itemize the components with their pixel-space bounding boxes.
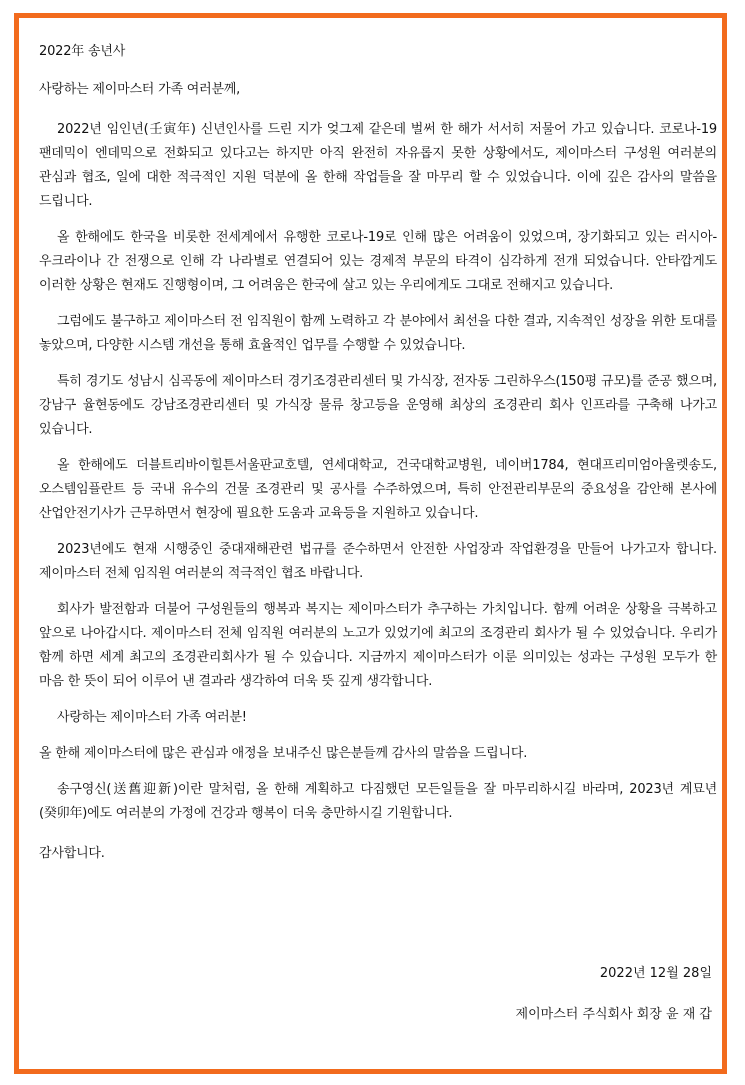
paragraph-pandemic-war: 올 한해에도 한국을 비롯한 전세계에서 유행한 코로나-19로 인해 많은 어려움이 있었으며, 장기화되고 있는 러시아-우크라이나 간 전쟁으로 인해 각 나라별로 연결되어 있는 경제적 부문의 타격이 심각하게 전개 되었습니다. 안타깝게도 이러한 상황은 현재도 진행형이며, 그 어려움은 한국에 살고 있는 우리에게도 그대로 전해지고 있습니다. — [39, 230, 717, 293]
letter-signature: 제이마스터 주식회사 회장 윤 재 갑 — [515, 1007, 712, 1022]
paragraph-safety: 2023년에도 현재 시행중인 중대재해관련 법규를 준수하면서 안전한 사업장과 작업환경을 만들어 나가고자 합니다. 제이마스터 전체 임직원 여러분의 적극적인 협조 바랍니다. — [39, 542, 717, 581]
paragraph-growth: 그럼에도 불구하고 제이마스터 전 임직원이 함께 노력하고 각 분야에서 최선을 다한 결과, 지속적인 성장을 위한 토대를 놓았으며, 다양한 시스템 개선을 통해 효율적인 업무를 수행할 수 있었습니다. — [39, 314, 717, 353]
paragraph-dear-family: 사랑하는 제이마스터 가족 여러분! — [57, 710, 247, 725]
paragraph-new-year: 2022년 임인년(壬寅年) 신년인사를 드린 지가 엊그제 같은데 벌써 한 해가 서서히 저물어 가고 있습니다. 코로나-19 팬데믹이 엔데믹으로 전화되고 있다고는 하지만 아직 완전히 자유롭지 못한 상황에서도, 제이마스터 구성원 여러분의 관심과 협조, 일에 대한 적극적인 지원 덕분에 올 한해 작업들을 잘 마무리 할 수 있었습니다. 이에 깊은 감사의 말씀을 드립니다. — [39, 122, 717, 209]
paragraph-facilities: 특히 경기도 성남시 심곡동에 제이마스터 경기조경관리센터 및 가식장, 전자동 그린하우스(150평 규모)를 준공 했으며, 강남구 율현동에도 강남조경관리센터 및 가식장 물류 창고등을 운영해 최상의 조경관리 회사 인프라를 구축해 나가고 있습니다. — [39, 374, 717, 437]
paragraph-wishes: 송구영신(送舊迎新)이란 말처럼, 올 한해 계획하고 다짐했던 모든일들을 잘 마무리하시길 바라며, 2023년 계묘년(癸卯年)에도 여러분의 가정에 건강과 행복이 더욱 충만하시길 기원합니다. — [39, 782, 717, 821]
letter-closing: 감사합니다. — [39, 846, 105, 861]
letter-page — [14, 13, 727, 1074]
letter-body — [39, 40, 717, 866]
paragraph-values: 회사가 발전함과 더불어 구성원들의 행복과 복지는 제이마스터가 추구하는 가치입니다. 함께 어려운 상황을 극복하고 앞으로 나아갑시다. 제이마스터 전체 임직원 여러분의 노고가 있었기에 최고의 조경관리 회사가 될 수 있었습니다. 우리가 함께 하면 세계 최고의 조경관리회사가 될 수 있습니다. 지금까지 제이마스터가 이룬 의미있는 성과는 구성원 모두가 한 마음 한 뜻이 되어 이루어 낸 결과라 생각하여 더욱 뜻 깊게 생각합니다. — [39, 602, 717, 689]
letter-date: 2022년 12월 28일 — [599, 966, 712, 981]
paragraph-thanks: 올 한해 제이마스터에 많은 관심과 애정을 보내주신 많은분들께 감사의 말씀을 드립니다. — [39, 746, 528, 761]
letter-greeting: 사랑하는 제이마스터 가족 여러분께, — [39, 82, 241, 97]
letter-title: 2022年 송년사 — [39, 44, 126, 59]
paragraph-projects: 올 한해에도 더블트리바이힐튼서울판교호텔, 연세대학교, 건국대학교병원, 네이버1784, 현대프리미엄아울렛송도, 오스템임플란트 등 국내 유수의 건물 조경관리 및 공사를 수주하였으며, 특히 안전관리부문의 중요성을 감안해 본사에 산업안전기사가 근무하면서 현장에 필요한 도움과 교육등을 지원하고 있습니다. — [39, 458, 717, 521]
